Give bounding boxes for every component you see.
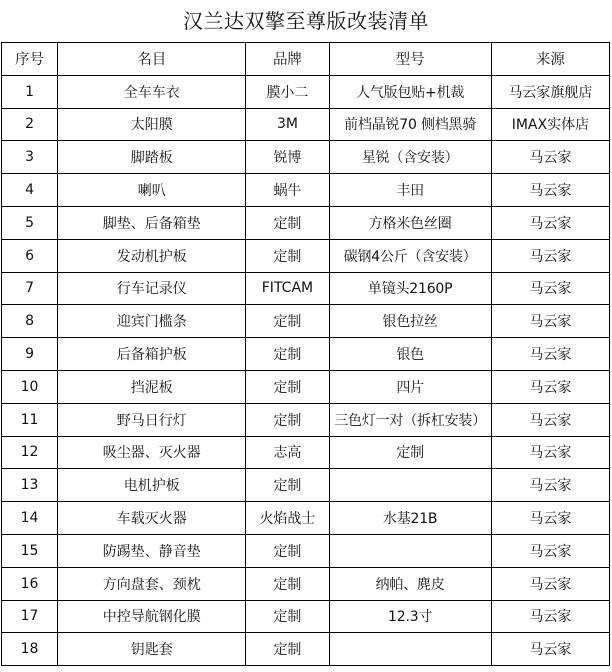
cell-source: 马云家 [491,370,609,403]
table-row [2,239,610,272]
cell-no: 2 [2,108,58,141]
cell-model [329,633,491,666]
cell-model: 水基21B [329,502,491,535]
cell-item: 挡泥板 [58,370,246,403]
header-cell-model: 型号 [329,43,491,76]
header-cell-brand: 品牌 [246,43,329,76]
cell-brand: 定制 [246,469,329,502]
cell-brand: 3M [246,108,329,141]
cell-item: 电机护板 [58,469,246,502]
cell-source: 马云家 [491,272,609,305]
cell-brand: 定制 [246,239,329,272]
cell-item: 行车记录仪 [58,272,246,305]
cell-brand: 膜小二 [246,75,329,108]
cell-source: 马云家 [491,141,609,174]
table-body [2,75,610,665]
cell-item: 防踢垫、静音垫 [58,534,246,567]
cell-brand: 定制 [246,370,329,403]
table-row [2,567,610,600]
cell-model [329,469,491,502]
cell-item: 车载灭火器 [58,502,246,535]
cell-source: 马云家 [491,502,609,535]
cell-model: 四片 [329,370,491,403]
table-row [2,338,610,371]
cell-source: 马云家 [491,436,609,469]
cell-item: 脚踏板 [58,141,246,174]
cell-no: 1 [2,75,58,108]
header-cell-no: 序号 [2,43,58,76]
cell-model: 前档晶锐70 侧档黑骑 [329,108,491,141]
cell-model [329,534,491,567]
cell-no: 12 [2,436,58,469]
table-row [2,75,610,108]
table-row [2,403,610,436]
cell-brand: 定制 [246,206,329,239]
cell-brand: 定制 [246,600,329,633]
cell-no: 11 [2,403,58,436]
cell-model: 星锐（含安装） [329,141,491,174]
cell-source: 马云家 [491,567,609,600]
table-row [2,108,610,141]
cell-source: 马云家 [491,469,609,502]
cell-brand: 定制 [246,305,329,338]
cell-item: 脚垫、后备箱垫 [58,206,246,239]
cell-source: IMAX实体店 [491,108,609,141]
cell-no: 7 [2,272,58,305]
table-row [2,436,610,469]
table-row [2,502,610,535]
cell-model: 丰田 [329,174,491,207]
cell-no: 4 [2,174,58,207]
sheet-title: 汉兰达双擎至尊版改装清单 [183,9,429,33]
cell-brand: FITCAM [246,272,329,305]
cell-no: 15 [2,534,58,567]
table-row [2,141,610,174]
table-row [2,633,610,666]
cell-item: 吸尘器、灭火器 [58,436,246,469]
table-row [2,174,610,207]
cell-model: 碳钢4公斤（含安装） [329,239,491,272]
modification-table [1,42,610,666]
cell-no: 13 [2,469,58,502]
cell-source: 马云家 [491,534,609,567]
cell-brand: 定制 [246,567,329,600]
cell-no: 8 [2,305,58,338]
cell-source: 马云家 [491,305,609,338]
table-row [2,272,610,305]
cell-model: 12.3寸 [329,600,491,633]
header-cell-source: 来源 [491,43,609,76]
cell-model: 纳帕、麂皮 [329,567,491,600]
table-row [2,469,610,502]
cell-source: 马云家 [491,239,609,272]
cell-brand: 定制 [246,403,329,436]
cell-source: 马云家 [491,600,609,633]
cell-no: 3 [2,141,58,174]
cell-no: 5 [2,206,58,239]
cell-item: 方向盘套、颈枕 [58,567,246,600]
table-row [2,206,610,239]
cell-item: 钥匙套 [58,633,246,666]
cell-item: 野马日行灯 [58,403,246,436]
cell-item: 中控导航钢化膜 [58,600,246,633]
cell-source: 马云家 [491,403,609,436]
cell-no: 9 [2,338,58,371]
cell-no: 18 [2,633,58,666]
cell-item: 后备箱护板 [58,338,246,371]
cell-no: 6 [2,239,58,272]
cell-brand: 定制 [246,338,329,371]
cell-model: 方格米色丝圈 [329,206,491,239]
cell-source: 马云家旗舰店 [491,75,609,108]
cell-brand: 蜗牛 [246,174,329,207]
cell-model: 定制 [329,436,491,469]
cell-source: 马云家 [491,633,609,666]
cell-no: 14 [2,502,58,535]
cell-no: 10 [2,370,58,403]
cell-model: 单镜头2160P [329,272,491,305]
cell-item: 迎宾门槛条 [58,305,246,338]
table-row [2,534,610,567]
cell-item: 全车车衣 [58,75,246,108]
cell-item: 发动机护板 [58,239,246,272]
cell-brand: 定制 [246,534,329,567]
cell-brand: 定制 [246,633,329,666]
cell-model: 人气版包贴+机裁 [329,75,491,108]
cell-brand: 锐博 [246,141,329,174]
table-row [2,305,610,338]
header-row [2,43,610,76]
cell-no: 17 [2,600,58,633]
cell-source: 马云家 [491,206,609,239]
cell-no: 16 [2,567,58,600]
cell-brand: 火焰战士 [246,502,329,535]
cell-model: 三色灯一对（拆杠安装） [329,403,491,436]
cell-source: 马云家 [491,174,609,207]
cell-model: 银色拉丝 [329,305,491,338]
cell-model: 银色 [329,338,491,371]
table-row [2,600,610,633]
table-row [2,370,610,403]
cell-item: 太阳膜 [58,108,246,141]
cell-brand: 志高 [246,436,329,469]
cell-source: 马云家 [491,338,609,371]
header-cell-item: 名目 [58,43,246,76]
cell-item: 喇叭 [58,174,246,207]
